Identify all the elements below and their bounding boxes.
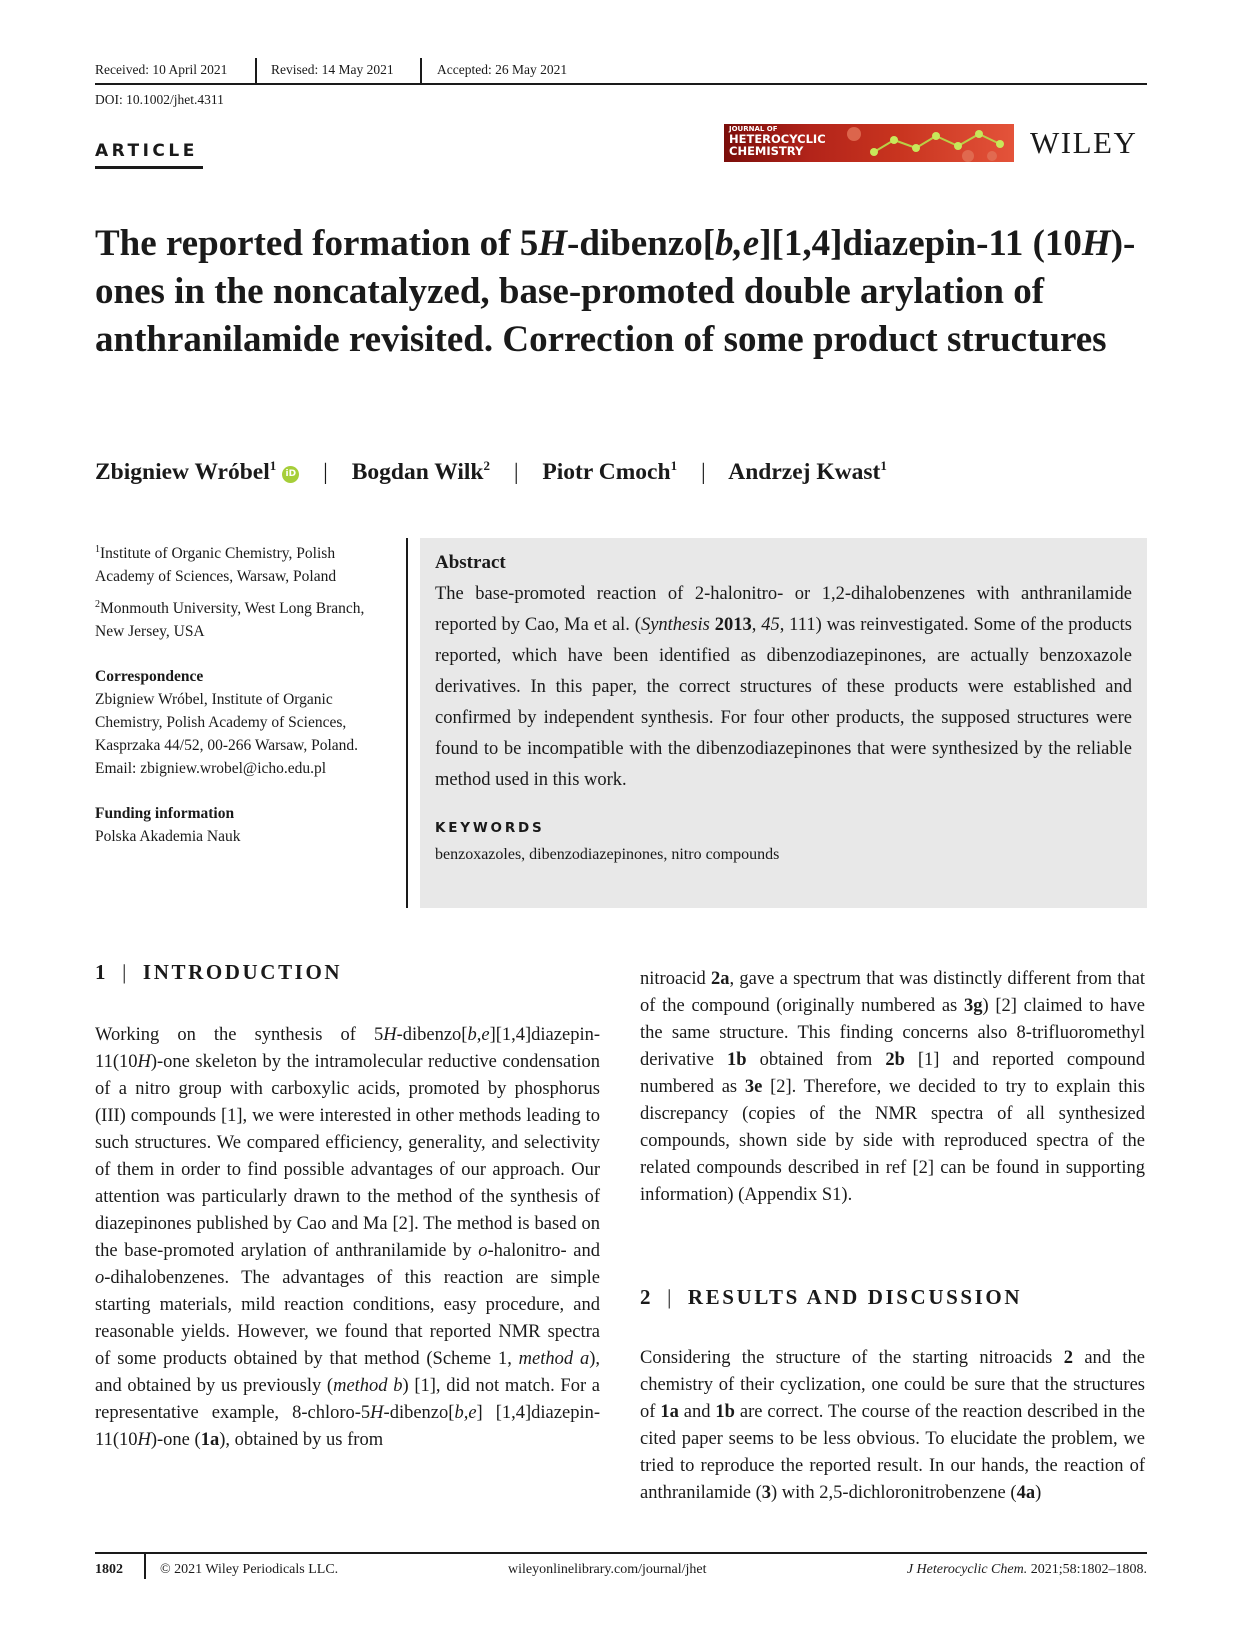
journal-url[interactable]: wileyonlinelibrary.com/journal/jhet: [508, 1562, 707, 1577]
author-name[interactable]: Zbigniew Wróbel$^1$: [95, 458, 277, 485]
citation: J Heterocyclic Chem. 2021;58:1802–1808.: [906, 1562, 1147, 1577]
accepted-date: Accepted: 26 May 2021: [437, 62, 568, 77]
correspondence-email[interactable]: Email: zbigniew.wrobel@icho.edu.pl: [95, 760, 327, 778]
introduction-paragraph: Working on the synthesis of 5H-dibenzo[b,e][1,4]diazepin-11(10H)-one skeleton by the intramolecular reductive condensation of a nitro group with carboxylic acids, promoted by phosphorus (III) compounds [1], we were interested in other methods leading to such structures. We compared efficiency, generality, and selectivity of them in order to find possible advantages of our approach. Our attention was particularly drawn to the method of the synthesis of diazepinones published by Cao and Ma [2]. The method is based on the base-promoted arylation of anthranilamide by o-halonitro- and o-dihalobenzenes. The advantages of this reaction are simple starting materials, mild reaction conditions, easy procedure, and reasonable yields. However, we found that reported NMR spectra of some products obtained by that method (Scheme 1, method a), and obtained by us previously (method b) [1], did not match. For a representative example, 8-chloro-5H-dibenzo[b,e] [1,4]diazepin-11(10H)-one (1a), obtained by us from: [95, 1025, 601, 1450]
page-number: 1802: [95, 1562, 123, 1577]
footer-divider: [144, 1553, 146, 1579]
doi[interactable]: DOI: 10.1002/jhet.4311: [95, 92, 224, 107]
funding-heading: Funding information: [95, 805, 235, 823]
journal-name-line: JOURNAL OF: [729, 125, 778, 133]
author-separator: |: [323, 458, 328, 485]
abstract-heading: Abstract: [435, 552, 506, 573]
sidebar-divider: [406, 538, 408, 908]
affiliation: $^1$Institute of Organic Chemistry, Polish Academy of Sciences, Warsaw, Poland: [95, 544, 337, 586]
author-list: [95, 458, 887, 486]
funding-text: Polska Akademia Nauk: [95, 828, 241, 846]
journal-logo[interactable]: [724, 124, 1014, 162]
author-name[interactable]: Andrzej Kwast$^1$: [728, 458, 887, 485]
revised-date: Revised: 14 May 2021: [271, 62, 394, 77]
results-paragraph: Considering the structure of the starting nitroacids 2 and the chemistry of their cyclization, one could be sure that the structures of 1a and 1b are correct. The course of the reaction described in the cited paper seems to be less obvious. To elucidate the problem, we tried to reproduce the reported result. In our hands, the reaction of anthranilamide (3) with 2,5-dichloronitrobenzene (4a): [640, 1348, 1145, 1503]
article-type-label: ARTICLE: [95, 141, 198, 161]
author-separator: |: [513, 458, 519, 485]
journal-name-line: CHEMISTRY: [729, 144, 804, 159]
section-heading-results: 2 | RESULTS AND DISCUSSION: [640, 1285, 1023, 1309]
correspondence-heading: Correspondence: [95, 668, 204, 686]
footer-rule: [95, 1552, 1147, 1554]
article-info-sidebar: [95, 538, 395, 848]
correspondence-text: Zbigniew Wróbel, Institute of Organic Chemistry, Polish Academy of Sciences, Kasprzaka 44/52, 00-266 Warsaw, Poland.: [95, 691, 359, 755]
orcid-icon[interactable]: iD: [282, 466, 299, 483]
abstract-box: [420, 538, 1147, 908]
copyright: © 2021 Wiley Periodicals LLC.: [160, 1562, 339, 1577]
author-name[interactable]: Bogdan Wilk$^2$: [351, 458, 490, 485]
article-title: The reported formation of 5H-dibenzo[b,e][1,4]diazepin-11 (10H)-ones in the noncatalyzed, base-promoted double arylation of anthranilamide revisited. Correction of some product structures: [95, 223, 1136, 360]
keywords-list: benzoxazoles, dibenzodiazepinones, nitro compounds: [435, 846, 780, 863]
affiliation: $^2$Monmouth University, West Long Branch, New Jersey, USA: [95, 599, 365, 641]
divider: [420, 58, 422, 84]
journal-name-line: HETEROCYCLIC: [729, 132, 826, 147]
author-separator: |: [700, 458, 706, 485]
header-rule: [95, 83, 1147, 85]
divider: [255, 58, 257, 84]
introduction-continuation: nitroacid 2a, gave a spectrum that was distinctly different from that of the compound (originally numbered as 3g) [2] claimed to have the same structure. This finding concerns also 8-trifluoromethyl derivative 1b obtained from 2b [1] and reported compound numbered as 3e [2]. Therefore, we decided to try to explain this discrepancy (copies of the NMR spectra of all synthesized compounds, shown side by side with reproduced spectra of the related compounds described in ref [2] can be found in supporting information) (Appendix S1).: [640, 969, 1146, 1205]
keywords-heading: KEYWORDS: [435, 820, 545, 836]
section-heading-introduction: 1 | INTRODUCTION: [95, 960, 343, 984]
article-label-underline: [95, 166, 203, 169]
abstract-text: The base-promoted reaction of 2-halonitro- or 1,2-dihalobenzenes with anthranilamide reported by Cao, Ma et al. (Synthesis 2013, 45, 111) was reinvestigated. Some of the products reported, which have been identified as dibenzodiazepinones, are actually benzoxazole derivatives. In this paper, the correct structures of these products were established and confirmed by independent synthesis. For four other products, the supposed structures were found to be incompatible with the dibenzodiazepinones that were synthesized by the reliable method used in this work.: [435, 584, 1132, 790]
publisher-logo[interactable]: WILEY: [1030, 125, 1138, 160]
received-date: Received: 10 April 2021: [95, 62, 228, 77]
author-name[interactable]: Piotr Cmoch$^1$: [542, 458, 678, 485]
